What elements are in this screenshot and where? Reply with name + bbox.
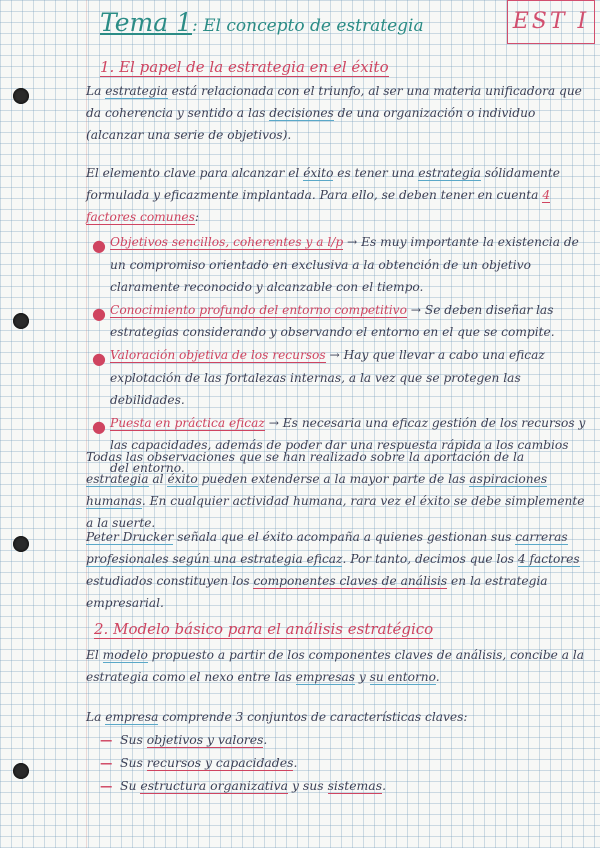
section-1-paragraph-2: El elemento clave para alcanzar el éxito es tener una estrategia sólidamente formulada y eficazmente implantada. Para ello, se deben tener en cuenta 4 factores comunes: (86, 166, 560, 224)
dash-icon: — (100, 778, 113, 793)
section-2-paragraph-2: La empresa comprende 3 conjuntos de características claves: (86, 710, 468, 724)
list-item: ● Objetivos sencillos, coherentes y a l/p → Es muy importante la existencia de un compromiso orientado en exclusiva a la obtención de un objetivo claramente reconocido y alcanzable con el tiempo. (92, 235, 579, 295)
subject-tag: EST I (507, 0, 595, 44)
section-1-heading: 1. El papel de la estrategia en el éxito (100, 58, 389, 76)
page-title (100, 8, 424, 37)
bullet-icon: ● (92, 416, 106, 436)
bullet-icon: ● (92, 303, 106, 323)
binder-hole (13, 763, 29, 779)
list-item: — Sus objetivos y valores. (100, 728, 580, 751)
dash-icon: — (100, 732, 113, 747)
section-1-paragraph-1: La estrategia está relacionada con el triunfo, al ser una materia unificadora que da coherencia y sentido a las decisiones de una organización o individuo (alcanzar una serie de objetivos). (86, 84, 582, 142)
list-item: — Sus recursos y capacidades. (100, 751, 580, 774)
factors-list (86, 231, 588, 480)
characteristics-list (100, 728, 580, 797)
bullet-icon: ● (92, 236, 106, 255)
bullet-icon: ● (92, 348, 106, 368)
list-item: ● Puesta en práctica eficaz → Es necesaria una eficaz gestión de los recursos y las capacidades, además de poder dar una respuesta rápida a los cambios del entorno. (92, 415, 586, 475)
section-2-heading: 2. Modelo básico para el análisis estratégico (94, 620, 434, 638)
binder-hole (13, 88, 29, 104)
list-item: ● Valoración objetiva de los recursos → Hay que llevar a cabo una eficaz explotación de las fortalezas internas, a la vez que se protegen las debilidades. (92, 347, 545, 408)
list-item: — Su estructura organizativa y sus sistemas. (100, 774, 580, 797)
binder-hole (13, 536, 29, 552)
section-1-paragraph-4: Peter Drucker señala que el éxito acompaña a quienes gestionan sus carreras profesionales según una estrategia eficaz. Por tanto, decimos que los 4 factores estudiados constituyen los componentes claves de análisis en la estrategia empresarial. (86, 530, 580, 610)
title-number: Tema 1 (100, 8, 192, 37)
binder-hole (13, 313, 29, 329)
section-2-paragraph-1: El modelo propuesto a partir de los componentes claves de análisis, concibe a la estrategia como el nexo entre las empresas y su entorno. (86, 648, 585, 684)
title-text: : El concepto de estrategia (192, 16, 424, 36)
dash-icon: — (100, 755, 113, 770)
list-item: ● Conocimiento profundo del entorno competitivo → Se deben diseñar las estrategias considerando y observando el entorno en el que se compite. (92, 302, 555, 340)
section-1-paragraph-3: Todas las observaciones que se han realizado sobre la aportación de la estrategia al éxito pueden extenderse a la mayor parte de las aspiraciones humanas. En cualquier actividad humana, rara vez el éxito se debe simplemente a la suerte. (86, 450, 585, 530)
